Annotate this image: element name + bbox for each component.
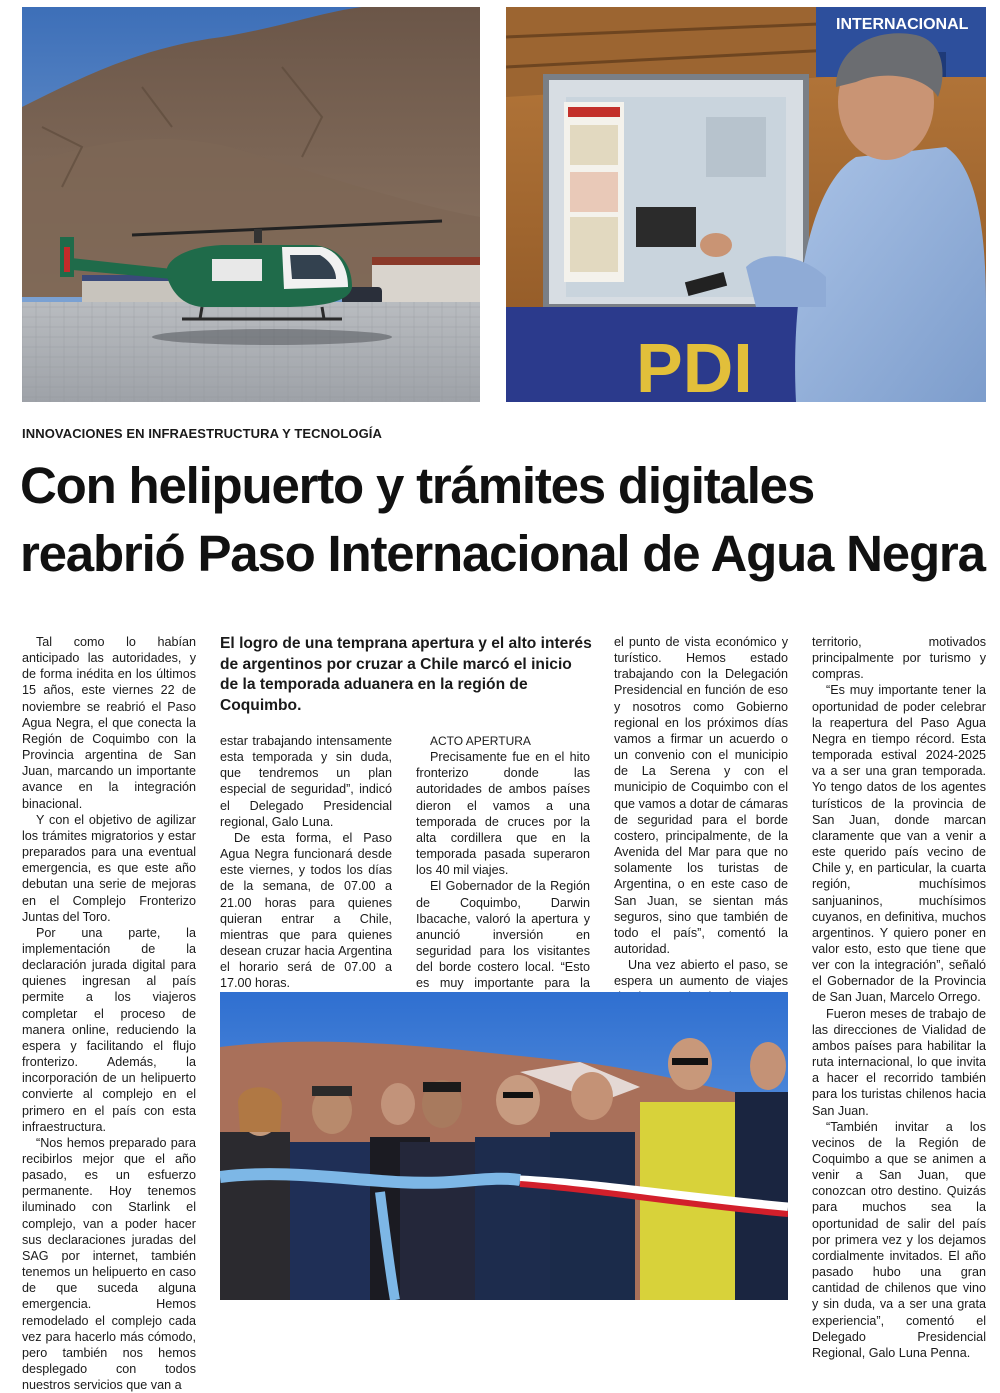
article-column-5: [812, 634, 986, 1361]
photo-ribbon-cutting: [220, 992, 788, 1300]
kicker: INNOVACIONES EN INFRAESTRUCTURA Y TECNOLOGÍA: [22, 426, 382, 441]
paragraph: Por una parte, la implementación de la declaración jurada digital para quienes ingresan al país permite a los viajeros completar el proceso de manera online, reduciendo la espera y facilitando el flujo fronterizo. Además, la incorporación de un helipuerto convierte al complejo en el primero en el país con esta infraestructura.: [22, 925, 196, 1134]
booth-sign-top: INTERNACIONAL: [836, 16, 969, 33]
photo-helicopter: [22, 7, 480, 402]
lead-deck: El logro de una temprana apertura y el alto interés de argentinos por cruzar a Chile marcó el inicio de la temporada aduanera en la región de Coquimbo.: [220, 635, 592, 714]
headline-line-2: reabrió Paso Internacional de Agua Negra: [20, 525, 985, 582]
paragraph: “También invitar a los vecinos de la Región de Coquimbo a que se animen a venir a San Juan, que conozcan otro destino. Quizás para muchos sea la oportunidad de salir del país por primera vez y los dejamos cordialmente invitados. El año pasado hubo una gran cantidad de chilenos que vino y sin duda, va a ser una grata experiencia”, comentó el Delegado Presidencial Regional, Galo Luna Penna.: [812, 1119, 986, 1360]
counter-logo-pdi: PDI: [636, 329, 753, 402]
article-column-4: [614, 634, 788, 1006]
article-column-1: [22, 634, 196, 1393]
paragraph: el punto de vista económico y turístico. Hemos estado trabajando con la Delegación Presidencial en función de eso y nosotros como Gobierno regional en los próximos días vamos a firmar un acuerdo o un convenio con el municipio de La Serena y con el municipio de Coquimbo con el que vamos a dotar de cámaras de seguridad para el borde costero, principalmente, de la Avenida del Mar para que no solamente los turistas de Argentina, o en este caso de San Juan, se sientan más seguros, sino que también de todo el país”, comentó la autoridad.: [614, 635, 788, 956]
paragraph: estar trabajando intensamente esta temporada y sin duda, que tendremos un plan especial de seguridad”, indicó el Delegado Presidencial regional, Galo Luna.: [220, 734, 392, 829]
paragraph: De esta forma, el Paso Agua Negra funcionará desde este viernes, y todos los días de la semana, de 07.00 a 21.00 horas para quienes quieran entrar a Chile, mientras que para quienes desean cruzar hacia Argentina el horario será de 07.00 a 17.00 horas.: [220, 830, 392, 991]
headline-line-1: Con helipuerto y trámites digitales: [20, 457, 814, 514]
paragraph: territorio, motivados principalmente por turismo y compras.: [812, 635, 986, 682]
paragraph: “Nos hemos preparado para recibirlos mejor que el año pasado, es un esfuerzo permanente. Hoy tenemos iluminado con Starlink el complejo, van a poder hacer sus declaraciones juradas del SAG por internet, también tenemos un helipuerto en caso de que suceda alguna emergencia. Hemos remodelado el complejo cada vez para hacerlo más cómodo, pero también nos hemos desplegado con todos nuestros servicios que van a: [22, 1135, 196, 1393]
photo-pdi-booth: [506, 7, 986, 402]
article-column-2: [220, 733, 392, 992]
section-subhead: ACTO APERTURA: [430, 734, 531, 748]
paragraph: Fueron meses de trabajo de las direcciones de Vialidad de ambos países para habilitar la ruta internacional, lo que invita a hacer el recorrido también para los turistas chilenos hacia San Juan.: [812, 1006, 986, 1118]
paragraph: El Gobernador de la Región de Coquimbo, Darwin Ibacache, valoró la apertura y anunció inversión en seguridad para los visitantes del borde costero local. “Esto es muy importante para la: [416, 879, 590, 991]
paragraph: Y con el objetivo de agilizar los trámites migratorios y estar preparados para una eventual emergencia, es que este año debutan una serie de mejoras en el Complejo Fronterizo Juntas del Toro.: [22, 812, 196, 924]
paragraph: Precisamente fue en el hito fronterizo donde las autoridades de ambos países dieron el vamos a una temporada de cruces por la alta cordillera que en la temporada pasada superaron los 40 mil viajes.: [416, 750, 590, 878]
paragraph: Tal como lo habían anticipado las autoridades, y de forma inédita en los últimos 15 años, este viernes 22 de noviembre se reabrió el Paso Agua Negra, el que conecta la Región de Coquimbo con la Provincia argentina de San Juan, marcando un importante avance en la integración binacional.: [22, 635, 196, 811]
headline: [20, 452, 990, 588]
paragraph: Una vez abierto el paso, se espera un aumento de viajes: [614, 958, 788, 989]
paragraph: “Es muy importante tener la oportunidad de poder celebrar la reapertura del Paso Agua Negra en tiempo récord. Esta temporada estival 2024-2025 va a ser una gran temporada. Yo tengo datos de los agentes turísticos de la provincia de San Juan, donde marcan claramente que van a venir a este querido país vecino de Chile y, en particular, la cuarta región, muchísimos sanjuaninos, muchísimos cuyanos, en definitiva, muchos argentinos. Y quiero poner en valor esto, esto que tiene que ver con la integración”, señaló el Gobernador de la Provincia de San Juan, Marcelo Orrego.: [812, 683, 986, 1005]
article-column-3: [416, 733, 590, 1008]
